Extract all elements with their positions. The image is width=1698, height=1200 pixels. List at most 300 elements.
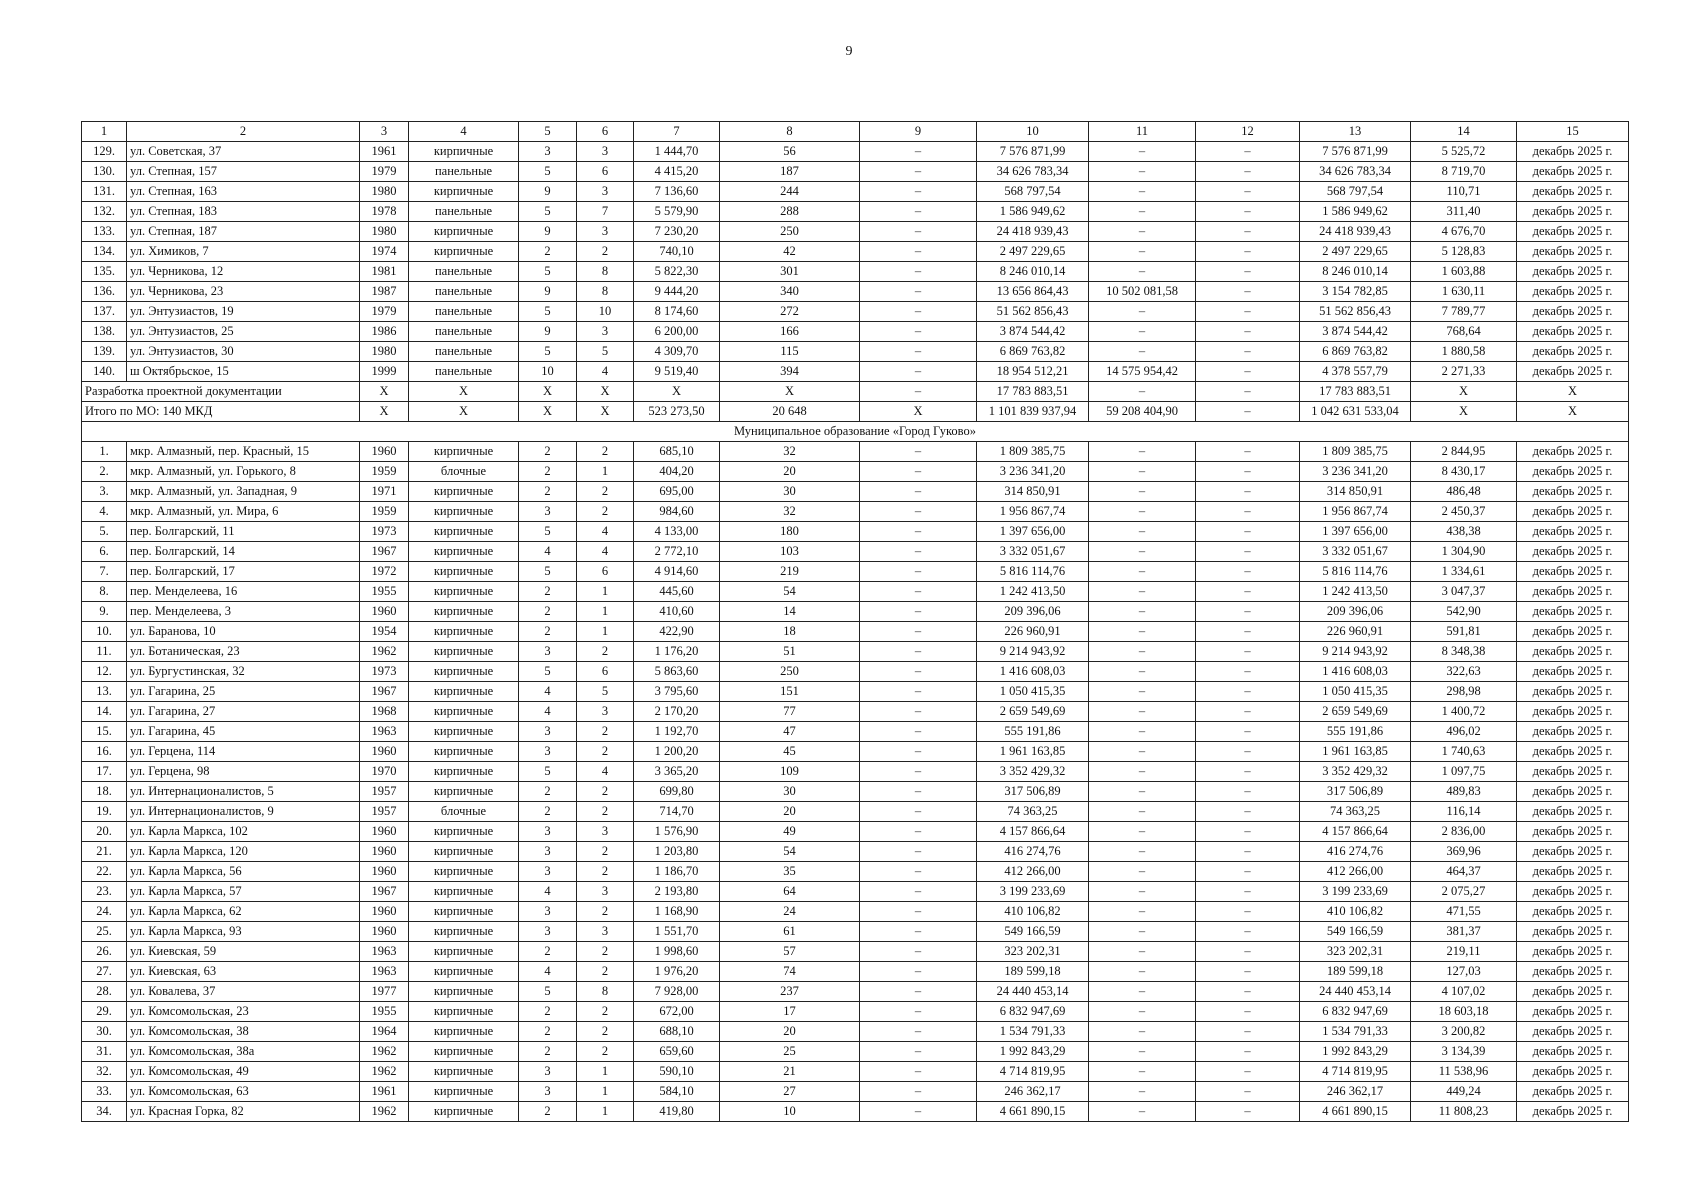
floors: 4 — [519, 542, 577, 562]
address: ш Октябрьское, 15 — [127, 362, 360, 382]
row-number: 29. — [82, 1002, 127, 1022]
col-11: 59 208 404,90 — [1089, 402, 1196, 422]
year: 1960 — [360, 742, 409, 762]
floors: 3 — [519, 842, 577, 862]
col-11: – — [1089, 142, 1196, 162]
col-12: – — [1196, 582, 1300, 602]
residents: 32 — [720, 442, 860, 462]
year: 1960 — [360, 442, 409, 462]
area: 1 200,20 — [634, 742, 720, 762]
total-cost: 2 497 229,65 — [977, 242, 1089, 262]
header-col-7: 7 — [634, 122, 720, 142]
wall-material: панельные — [409, 162, 519, 182]
col-12: – — [1196, 622, 1300, 642]
wall-material: кирпичные — [409, 1102, 519, 1122]
table-row — [82, 1042, 1629, 1062]
total-row — [82, 402, 1629, 422]
table-row — [82, 322, 1629, 342]
col-13: 323 202,31 — [1300, 942, 1411, 962]
deadline: декабрь 2025 г. — [1517, 302, 1629, 322]
address: ул. Гагарина, 25 — [127, 682, 360, 702]
col-9: – — [860, 662, 977, 682]
address: ул. Энтузиастов, 25 — [127, 322, 360, 342]
wall-material: панельные — [409, 282, 519, 302]
table-row — [82, 702, 1629, 722]
col-9: – — [860, 1102, 977, 1122]
entrances: 3 — [577, 142, 634, 162]
floors: 3 — [519, 822, 577, 842]
entrances: 2 — [577, 902, 634, 922]
col-12: – — [1196, 182, 1300, 202]
col-9: – — [860, 282, 977, 302]
residents: 27 — [720, 1082, 860, 1102]
col-11: – — [1089, 1002, 1196, 1022]
area: 2 772,10 — [634, 542, 720, 562]
col-11: – — [1089, 502, 1196, 522]
year: 1980 — [360, 222, 409, 242]
total-cost: 18 954 512,21 — [977, 362, 1089, 382]
col-9: – — [860, 482, 977, 502]
col-13: 3 154 782,85 — [1300, 282, 1411, 302]
col-13: 74 363,25 — [1300, 802, 1411, 822]
total-cost: 74 363,25 — [977, 802, 1089, 822]
address: ул. Ковалева, 37 — [127, 982, 360, 1002]
floors: 2 — [519, 602, 577, 622]
col-13: 24 418 939,43 — [1300, 222, 1411, 242]
col-12: – — [1196, 522, 1300, 542]
col-13: 1 809 385,75 — [1300, 442, 1411, 462]
col-12: – — [1196, 982, 1300, 1002]
col-9: – — [860, 922, 977, 942]
year: 1963 — [360, 962, 409, 982]
address: ул. Комсомольская, 49 — [127, 1062, 360, 1082]
deadline: декабрь 2025 г. — [1517, 882, 1629, 902]
col-11: – — [1089, 662, 1196, 682]
col-11: – — [1089, 1062, 1196, 1082]
deadline: декабрь 2025 г. — [1517, 1062, 1629, 1082]
wall-material: кирпичные — [409, 1002, 519, 1022]
floors: 3 — [519, 1082, 577, 1102]
col-12: – — [1196, 562, 1300, 582]
col-11: – — [1089, 162, 1196, 182]
wall-material: кирпичные — [409, 442, 519, 462]
deadline: декабрь 2025 г. — [1517, 842, 1629, 862]
total-cost: 323 202,31 — [977, 942, 1089, 962]
year: 1971 — [360, 482, 409, 502]
col-9: – — [860, 562, 977, 582]
residents: 151 — [720, 682, 860, 702]
total-cost: 8 246 010,14 — [977, 262, 1089, 282]
floors: 2 — [519, 782, 577, 802]
entrances: 10 — [577, 302, 634, 322]
header-col-8: 8 — [720, 122, 860, 142]
residents: 301 — [720, 262, 860, 282]
col-13: 3 874 544,42 — [1300, 322, 1411, 342]
row-number: 21. — [82, 842, 127, 862]
area: 1 192,70 — [634, 722, 720, 742]
table-row — [82, 562, 1629, 582]
cost-per-sqm: 1 334,61 — [1411, 562, 1517, 582]
entrances: 5 — [577, 342, 634, 362]
area: 1 203,80 — [634, 842, 720, 862]
area: 590,10 — [634, 1062, 720, 1082]
table-row — [82, 662, 1629, 682]
wall-material: кирпичные — [409, 902, 519, 922]
col-9: – — [860, 222, 977, 242]
col-13: 2 659 549,69 — [1300, 702, 1411, 722]
year: 1979 — [360, 162, 409, 182]
cost-per-sqm: 3 200,82 — [1411, 1022, 1517, 1042]
col-13: 6 869 763,82 — [1300, 342, 1411, 362]
col-13: 1 397 656,00 — [1300, 522, 1411, 542]
residents: 32 — [720, 502, 860, 522]
col-9: – — [860, 142, 977, 162]
deadline: декабрь 2025 г. — [1517, 762, 1629, 782]
header-col-12: 12 — [1196, 122, 1300, 142]
total-cost: 4 714 819,95 — [977, 1062, 1089, 1082]
floors: 3 — [519, 502, 577, 522]
address: ул. Баранова, 10 — [127, 622, 360, 642]
col-13: 412 266,00 — [1300, 862, 1411, 882]
col-12: – — [1196, 442, 1300, 462]
total-cost: 34 626 783,34 — [977, 162, 1089, 182]
year: 1960 — [360, 602, 409, 622]
deadline: декабрь 2025 г. — [1517, 642, 1629, 662]
wall-material: кирпичные — [409, 642, 519, 662]
deadline: декабрь 2025 г. — [1517, 202, 1629, 222]
table-row — [82, 882, 1629, 902]
deadline: декабрь 2025 г. — [1517, 602, 1629, 622]
address: ул. Гагарина, 27 — [127, 702, 360, 722]
col-9: – — [860, 382, 977, 402]
col-12: – — [1196, 962, 1300, 982]
residents: 18 — [720, 622, 860, 642]
total-cost: 314 850,91 — [977, 482, 1089, 502]
address: ул. Энтузиастов, 30 — [127, 342, 360, 362]
col-11: – — [1089, 802, 1196, 822]
header-col-11: 11 — [1089, 122, 1196, 142]
table-row — [82, 802, 1629, 822]
residents: 20 — [720, 1022, 860, 1042]
col-12: – — [1196, 462, 1300, 482]
col-12: – — [1196, 902, 1300, 922]
table-row — [82, 782, 1629, 802]
cost-per-sqm: 1 630,11 — [1411, 282, 1517, 302]
row-number: 8. — [82, 582, 127, 602]
area: 4 309,70 — [634, 342, 720, 362]
col-12: – — [1196, 782, 1300, 802]
cost-per-sqm: 127,03 — [1411, 962, 1517, 982]
table-row — [82, 1082, 1629, 1102]
floors: 9 — [519, 222, 577, 242]
entrances: 3 — [577, 922, 634, 942]
wall-material: кирпичные — [409, 982, 519, 1002]
col-13: 1 242 413,50 — [1300, 582, 1411, 602]
col-11: – — [1089, 1082, 1196, 1102]
total-cost: 9 214 943,92 — [977, 642, 1089, 662]
entrances: X — [577, 402, 634, 422]
floors: 10 — [519, 362, 577, 382]
total-cost: 1 397 656,00 — [977, 522, 1089, 542]
col-11: 10 502 081,58 — [1089, 282, 1196, 302]
area: 4 133,00 — [634, 522, 720, 542]
wall-material: кирпичные — [409, 842, 519, 862]
cost-per-sqm: 1 880,58 — [1411, 342, 1517, 362]
deadline: декабрь 2025 г. — [1517, 462, 1629, 482]
col-11: – — [1089, 582, 1196, 602]
col-12: – — [1196, 262, 1300, 282]
area: 9 519,40 — [634, 362, 720, 382]
col-9: – — [860, 642, 977, 662]
floors: 4 — [519, 702, 577, 722]
floors: 5 — [519, 562, 577, 582]
cost-per-sqm: 298,98 — [1411, 682, 1517, 702]
col-12: – — [1196, 1022, 1300, 1042]
address: мкр. Алмазный, ул. Мира, 6 — [127, 502, 360, 522]
row-number: 1. — [82, 442, 127, 462]
col-11: – — [1089, 262, 1196, 282]
wall-material: панельные — [409, 322, 519, 342]
year: 1960 — [360, 902, 409, 922]
year: 1967 — [360, 542, 409, 562]
residents: 54 — [720, 582, 860, 602]
address: ул. Герцена, 114 — [127, 742, 360, 762]
col-12: – — [1196, 1042, 1300, 1062]
floors: 2 — [519, 622, 577, 642]
residents: 61 — [720, 922, 860, 942]
col-11: – — [1089, 722, 1196, 742]
entrances: 2 — [577, 742, 634, 762]
address: ул. Степная, 183 — [127, 202, 360, 222]
table-row — [82, 362, 1629, 382]
year: 1979 — [360, 302, 409, 322]
floors: 2 — [519, 1002, 577, 1022]
entrances: 1 — [577, 582, 634, 602]
floors: 2 — [519, 442, 577, 462]
wall-material: кирпичные — [409, 502, 519, 522]
floors: 2 — [519, 802, 577, 822]
cost-per-sqm: 768,64 — [1411, 322, 1517, 342]
wall-material: кирпичные — [409, 1022, 519, 1042]
area: 1 186,70 — [634, 862, 720, 882]
col-13: 4 714 819,95 — [1300, 1062, 1411, 1082]
residents: 20 648 — [720, 402, 860, 422]
wall-material: кирпичные — [409, 242, 519, 262]
address: ул. Карла Маркса, 93 — [127, 922, 360, 942]
cost-per-sqm: 438,38 — [1411, 522, 1517, 542]
area: 410,60 — [634, 602, 720, 622]
entrances: 2 — [577, 1002, 634, 1022]
row-number: 11. — [82, 642, 127, 662]
table-row — [82, 622, 1629, 642]
residents: 25 — [720, 1042, 860, 1062]
residents: 103 — [720, 542, 860, 562]
year: 1968 — [360, 702, 409, 722]
row-number: 25. — [82, 922, 127, 942]
residents: 237 — [720, 982, 860, 1002]
deadline: декабрь 2025 г. — [1517, 742, 1629, 762]
col-13: 9 214 943,92 — [1300, 642, 1411, 662]
row-number: 16. — [82, 742, 127, 762]
row-number: 139. — [82, 342, 127, 362]
design-docs-row — [82, 382, 1629, 402]
wall-material: кирпичные — [409, 922, 519, 942]
cost-per-sqm: 8 719,70 — [1411, 162, 1517, 182]
entrances: 2 — [577, 642, 634, 662]
cost-per-sqm: 322,63 — [1411, 662, 1517, 682]
deadline: декабрь 2025 г. — [1517, 922, 1629, 942]
area: 1 551,70 — [634, 922, 720, 942]
row-number: 27. — [82, 962, 127, 982]
year: 1980 — [360, 182, 409, 202]
wall-material: кирпичные — [409, 862, 519, 882]
wall-material: X — [409, 382, 519, 402]
col-11: – — [1089, 562, 1196, 582]
col-12: – — [1196, 362, 1300, 382]
area: 9 444,20 — [634, 282, 720, 302]
table-row — [82, 522, 1629, 542]
floors: 2 — [519, 942, 577, 962]
residents: 187 — [720, 162, 860, 182]
col-13: 246 362,17 — [1300, 1082, 1411, 1102]
col-13: 17 783 883,51 — [1300, 382, 1411, 402]
area: 4 415,20 — [634, 162, 720, 182]
wall-material: панельные — [409, 262, 519, 282]
area: 422,90 — [634, 622, 720, 642]
col-12: – — [1196, 842, 1300, 862]
address: ул. Комсомольская, 23 — [127, 1002, 360, 1022]
cost-per-sqm: 3 047,37 — [1411, 582, 1517, 602]
header-col-5: 5 — [519, 122, 577, 142]
address: ул. Киевская, 63 — [127, 962, 360, 982]
entrances: 7 — [577, 202, 634, 222]
residents: 394 — [720, 362, 860, 382]
col-12: – — [1196, 942, 1300, 962]
residents: 166 — [720, 322, 860, 342]
table-row — [82, 342, 1629, 362]
col-9: – — [860, 1062, 977, 1082]
total-cost: 1 586 949,62 — [977, 202, 1089, 222]
cost-per-sqm: 3 134,39 — [1411, 1042, 1517, 1062]
col-13: 410 106,82 — [1300, 902, 1411, 922]
total-cost: 5 816 114,76 — [977, 562, 1089, 582]
address: ул. Черникова, 12 — [127, 262, 360, 282]
deadline: декабрь 2025 г. — [1517, 482, 1629, 502]
address: пер. Болгарский, 11 — [127, 522, 360, 542]
deadline: декабрь 2025 г. — [1517, 782, 1629, 802]
row-number: 14. — [82, 702, 127, 722]
col-9: – — [860, 722, 977, 742]
area: 714,70 — [634, 802, 720, 822]
cost-per-sqm: 486,48 — [1411, 482, 1517, 502]
entrances: 2 — [577, 782, 634, 802]
address: ул. Степная, 187 — [127, 222, 360, 242]
row-number: 23. — [82, 882, 127, 902]
cost-per-sqm: 11 538,96 — [1411, 1062, 1517, 1082]
col-12: – — [1196, 642, 1300, 662]
total-cost: 3 874 544,42 — [977, 322, 1089, 342]
col-12: – — [1196, 722, 1300, 742]
col-12: – — [1196, 682, 1300, 702]
entrances: 4 — [577, 522, 634, 542]
col-13: 226 960,91 — [1300, 622, 1411, 642]
entrances: 3 — [577, 702, 634, 722]
year: 1960 — [360, 842, 409, 862]
col-12: – — [1196, 342, 1300, 362]
year: 1967 — [360, 882, 409, 902]
row-number: 135. — [82, 262, 127, 282]
floors: 2 — [519, 582, 577, 602]
floors: 3 — [519, 642, 577, 662]
year: X — [360, 382, 409, 402]
col-9: – — [860, 862, 977, 882]
residents: 47 — [720, 722, 860, 742]
entrances: 3 — [577, 882, 634, 902]
deadline: декабрь 2025 г. — [1517, 662, 1629, 682]
entrances: 2 — [577, 482, 634, 502]
col-9: – — [860, 982, 977, 1002]
cost-per-sqm: 4 107,02 — [1411, 982, 1517, 1002]
year: 1957 — [360, 782, 409, 802]
floors: 5 — [519, 162, 577, 182]
col-9: – — [860, 522, 977, 542]
deadline: декабрь 2025 г. — [1517, 322, 1629, 342]
entrances: 2 — [577, 842, 634, 862]
row-number: 133. — [82, 222, 127, 242]
year: 1964 — [360, 1022, 409, 1042]
residents: X — [720, 382, 860, 402]
year: 1986 — [360, 322, 409, 342]
floors: 3 — [519, 142, 577, 162]
col-9: – — [860, 762, 977, 782]
row-number: 131. — [82, 182, 127, 202]
residents: 180 — [720, 522, 860, 542]
floors: 9 — [519, 282, 577, 302]
address: ул. Химиков, 7 — [127, 242, 360, 262]
row-number: 134. — [82, 242, 127, 262]
row-number: 5. — [82, 522, 127, 542]
area: 685,10 — [634, 442, 720, 462]
col-13: 3 332 051,67 — [1300, 542, 1411, 562]
col-11: – — [1089, 322, 1196, 342]
area: 672,00 — [634, 1002, 720, 1022]
area: 584,10 — [634, 1082, 720, 1102]
col-9: – — [860, 882, 977, 902]
residents: 109 — [720, 762, 860, 782]
area: 4 914,60 — [634, 562, 720, 582]
area: 404,20 — [634, 462, 720, 482]
col-11: – — [1089, 762, 1196, 782]
col-12: – — [1196, 1062, 1300, 1082]
col-9: – — [860, 602, 977, 622]
deadline: декабрь 2025 г. — [1517, 222, 1629, 242]
col-12: – — [1196, 1082, 1300, 1102]
col-12: – — [1196, 202, 1300, 222]
address: ул. Комсомольская, 38а — [127, 1042, 360, 1062]
area: 6 200,00 — [634, 322, 720, 342]
table-row — [82, 762, 1629, 782]
residents: 56 — [720, 142, 860, 162]
total-cost: 410 106,82 — [977, 902, 1089, 922]
floors: 2 — [519, 1102, 577, 1122]
deadline: декабрь 2025 г. — [1517, 262, 1629, 282]
col-9: – — [860, 342, 977, 362]
total-cost: 1 961 163,85 — [977, 742, 1089, 762]
address: ул. Степная, 163 — [127, 182, 360, 202]
col-9: – — [860, 362, 977, 382]
area: 7 136,60 — [634, 182, 720, 202]
area: 419,80 — [634, 1102, 720, 1122]
